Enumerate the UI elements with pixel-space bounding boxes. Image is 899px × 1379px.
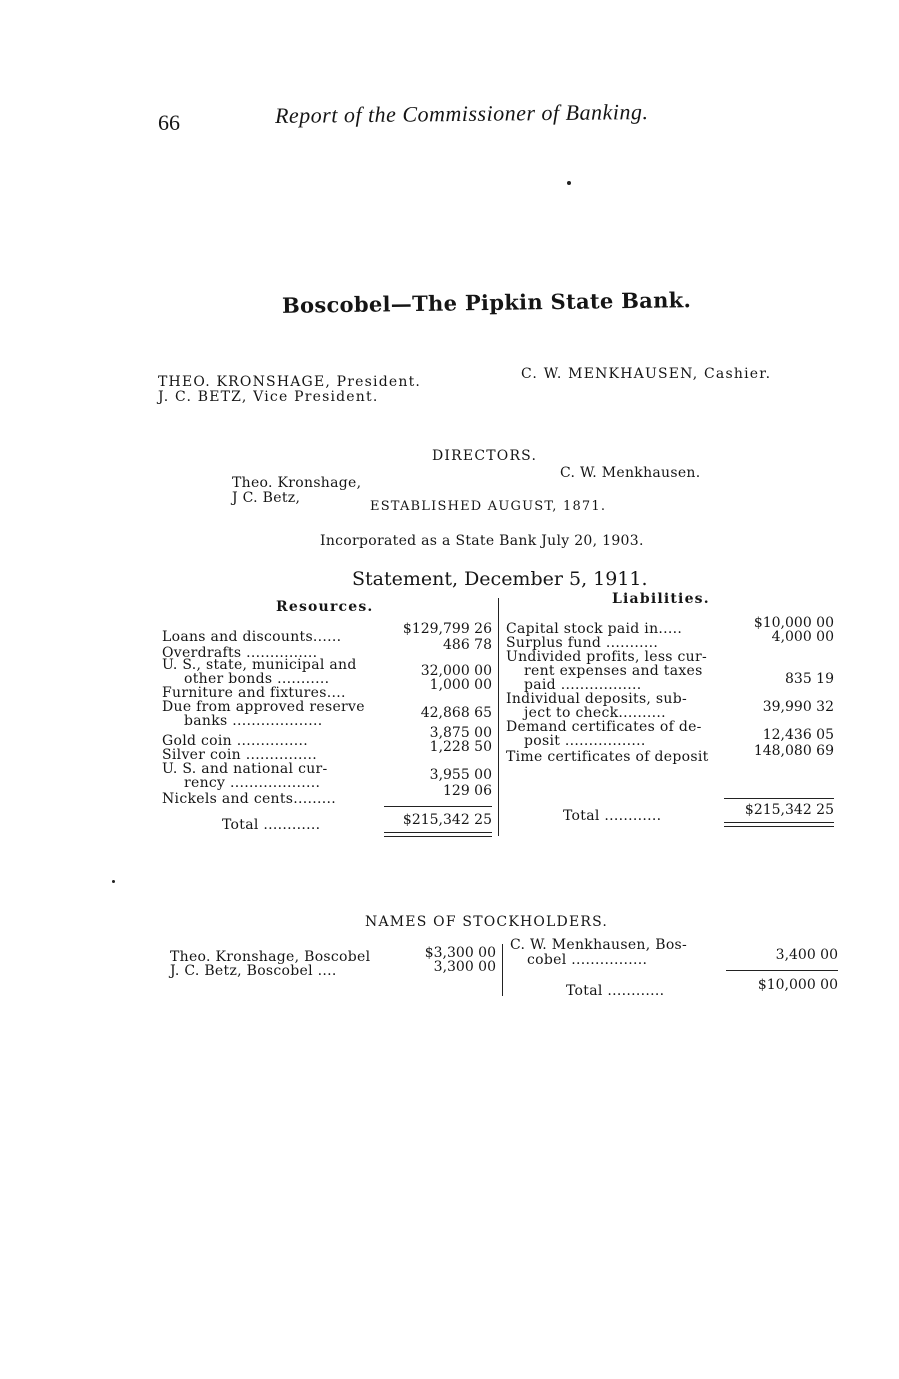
established-date: ESTABLISHED AUGUST, 1871. — [370, 499, 607, 514]
stockholder-name: J. C. Betz, Boscobel .... — [170, 963, 337, 979]
officer-president: THEO. KRONSHAGE, President. — [158, 374, 422, 390]
line-item-amount: 148,080 69 — [753, 743, 834, 759]
line-item-amount: 32,000 00 — [420, 663, 492, 679]
liabilities-total: $215,342 25 — [744, 802, 834, 818]
stockholders-total: $10,000 00 — [757, 977, 838, 993]
bank-title: Boscobel—The Pipkin State Bank. — [281, 287, 692, 318]
line-item-amount: 129 06 — [443, 783, 492, 799]
total-rule — [726, 970, 838, 971]
directors-heading: DIRECTORS. — [432, 448, 538, 464]
line-item-amount: 12,436 05 — [762, 727, 834, 743]
line-item-label: rency ................... — [184, 775, 321, 791]
liabilities-heading: Liabilities. — [612, 591, 710, 607]
line-item-label: Time certificates of deposit — [506, 749, 709, 765]
line-item-label: Undivided profits, less cur- — [506, 649, 708, 665]
running-title: Report of the Commissioner of Banking. — [274, 99, 649, 128]
line-item-amount: 39,990 32 — [762, 699, 834, 715]
total-rule — [384, 806, 492, 807]
line-item-label: ject to check.......... — [524, 705, 666, 721]
double-rule — [384, 832, 492, 837]
resources-heading: Resources. — [276, 599, 374, 615]
officer-cashier: C. W. MENKHAUSEN, Cashier. — [521, 366, 772, 382]
line-item-label: Gold coin ............... — [162, 733, 308, 749]
line-item-label: Due from approved reserve — [162, 699, 365, 715]
line-item-label: Furniture and fixtures.... — [162, 685, 346, 701]
line-item-label: Silver coin ............... — [162, 747, 317, 763]
line-item-amount: $129,799 26 — [402, 621, 492, 637]
director-name: C. W. Menkhausen. — [560, 465, 701, 481]
line-item-amount: 3,955 00 — [429, 767, 492, 783]
line-item-label: other bonds ........... — [184, 671, 330, 687]
line-item-label: Overdrafts ............... — [162, 645, 318, 661]
line-item-label: U. S. and national cur- — [162, 761, 328, 777]
line-item-amount: 3,875 00 — [429, 725, 492, 741]
line-item-amount: 835 19 — [785, 671, 834, 687]
stockholder-amount: 3,300 00 — [433, 959, 496, 975]
director-name: J C. Betz, — [232, 490, 301, 506]
line-item-label: U. S., state, municipal and — [162, 657, 357, 673]
officer-vice-president: J. C. BETZ, Vice President. — [158, 389, 379, 405]
stockholder-amount: $3,300 00 — [424, 945, 496, 961]
incorporated-date: Incorporated as a State Bank July 20, 1903. — [320, 533, 644, 549]
line-item-label: Loans and discounts...... — [162, 629, 342, 645]
line-item-label: Surplus fund ........... — [506, 635, 659, 651]
stockholder-name: C. W. Menkhausen, Bos- — [510, 937, 688, 953]
stockholders-total-label: Total ............ — [566, 983, 665, 999]
line-item-amount: 4,000 00 — [771, 629, 834, 645]
line-item-label: Demand certificates of de- — [506, 719, 702, 735]
resources-total-label: Total ............ — [222, 817, 321, 833]
line-item-label: Nickels and cents......... — [162, 791, 337, 807]
line-item-amount: 1,000 00 — [429, 677, 492, 693]
total-rule — [724, 798, 834, 799]
double-rule — [724, 822, 834, 827]
line-item-label: posit ................. — [524, 733, 646, 749]
line-item-amount: 42,868 65 — [420, 705, 492, 721]
line-item-label: rent expenses and taxes — [524, 663, 703, 679]
line-item-label: banks ................... — [184, 713, 323, 729]
line-item-amount: 486 78 — [443, 637, 492, 653]
stockholder-amount: 3,400 00 — [775, 947, 838, 963]
director-name: Theo. Kronshage, — [232, 475, 362, 491]
speck — [112, 880, 115, 883]
line-item-amount: 1,228 50 — [429, 739, 492, 755]
line-item-label: Individual deposits, sub- — [506, 691, 688, 707]
line-item-amount: $10,000 00 — [753, 615, 834, 631]
stockholder-name: cobel ................ — [527, 952, 648, 968]
statement-heading: Statement, December 5, 1911. — [352, 568, 648, 590]
speck — [567, 181, 571, 185]
column-divider — [498, 598, 499, 836]
line-item-label: paid ................. — [524, 677, 642, 693]
page-number: 66 — [158, 110, 180, 135]
line-item-label: Capital stock paid in..... — [506, 621, 683, 637]
stockholder-name: Theo. Kronshage, Boscobel — [170, 949, 371, 965]
column-divider — [502, 944, 503, 996]
resources-total: $215,342 25 — [402, 812, 492, 828]
stockholders-heading: NAMES OF STOCKHOLDERS. — [365, 914, 609, 930]
liabilities-total-label: Total ............ — [563, 808, 662, 824]
